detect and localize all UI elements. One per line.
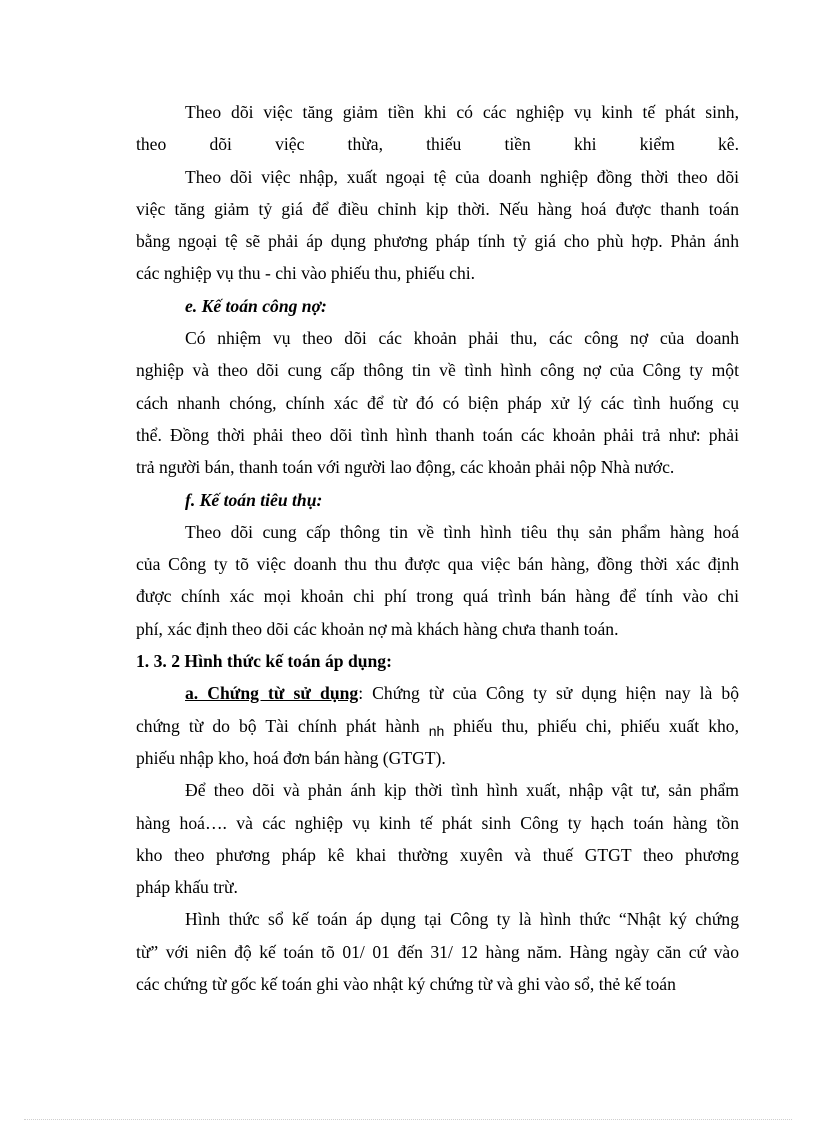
paragraph-line: được chính xác mọi khoản chi phí trong quá trình bán hàng để tính vào chi bbox=[136, 586, 739, 607]
paragraph-line: phiếu nhập kho, hoá đơn bán hàng (GTGT). bbox=[136, 747, 446, 768]
paragraph-line: hàng hoá…. và các nghiệp vụ kinh tế phát sinh Công ty hạch toán hàng tồn bbox=[136, 812, 739, 833]
paragraph-line: thể. Đồng thời phải theo dõi tình hình thanh toán các khoản phải trả như: phải bbox=[136, 424, 739, 445]
paragraph-line: kho theo phương pháp kê khai thường xuyên và thuế GTGT theo phương bbox=[136, 844, 739, 865]
paragraph-line: phí, xác định theo dõi các khoản nợ mà khách hàng chưa thanh toán. bbox=[136, 618, 619, 639]
inline-text: chứng từ do bộ Tài chính phát hành bbox=[136, 715, 420, 736]
paragraph-line bbox=[136, 677, 739, 709]
paragraph-line: các nghiệp vụ thu - chi vào phiếu thu, phiếu chi. bbox=[136, 263, 476, 284]
paragraph-line: bằng ngoại tệ sẽ phải áp dụng phương pháp tính tỷ giá cho phù hợp. Phản ánh bbox=[136, 231, 739, 252]
paragraph-line: Theo dõi việc tăng giảm tiền khi có các nghiệp vụ kinh tế phát sinh, bbox=[185, 102, 739, 122]
paragraph-line: việc tăng giảm tỷ giá để điều chỉnh kịp thời. Nếu hàng hoá được thanh toán bbox=[136, 198, 739, 219]
section-heading: 1. 3. 2 Hình thức kế toán áp dụng: bbox=[136, 651, 392, 672]
paragraph-line: pháp khấu trừ. bbox=[136, 877, 238, 898]
paragraph-line: cách nhanh chóng, chính xác để từ đó có biện pháp xử lý các tình huống cụ bbox=[136, 392, 739, 413]
paragraph-line bbox=[136, 710, 739, 742]
paragraph-line: Theo dõi việc nhập, xuất ngoại tệ của doanh nghiệp đồng thời theo dõi bbox=[185, 166, 739, 187]
paragraph-line: từ” với niên độ kế toán tõ 01/ 01 đến 31/ 12 hàng năm. Hàng ngày căn cứ vào bbox=[136, 941, 739, 962]
paragraph-line: của Công ty tõ việc doanh thu thu được qua việc bán hàng, đồng thời xác định bbox=[136, 554, 739, 575]
document-page bbox=[136, 96, 739, 1000]
stray-text: nh bbox=[428, 722, 445, 739]
paragraph-line: Theo dõi cung cấp thông tin về tình hình tiêu thụ sản phẩm hàng hoá bbox=[185, 521, 739, 542]
paragraph-line: nghiệp và theo dõi cung cấp thông tin về tình hình công nợ của Công ty một bbox=[136, 360, 739, 381]
paragraph-line: Hình thức sổ kế toán áp dụng tại Công ty là hình thức “Nhật ký chứng bbox=[185, 909, 739, 930]
paragraph-line: trả người bán, thanh toán với người lao động, các khoản phải nộp Nhà nước. bbox=[136, 457, 675, 478]
paragraph-line: các chứng từ gốc kế toán ghi vào nhật ký chứng từ và ghi vào sổ, thẻ kế toán bbox=[136, 974, 676, 995]
paragraph-line: Để theo dõi và phản ánh kịp thời tình hình xuất, nhập vật tư, sản phẩm bbox=[185, 780, 739, 801]
paragraph-line: Có nhiệm vụ theo dõi các khoản phải thu, các công nợ của doanh bbox=[185, 328, 739, 349]
paragraph-line: theo dõi việc thừa, thiếu tiền khi kiểm kê. bbox=[136, 134, 739, 155]
inline-label: a. Chứng từ sử dụng bbox=[185, 683, 359, 704]
page-bottom-divider bbox=[24, 1119, 792, 1120]
subheading-e: e. Kế toán công nợ: bbox=[185, 295, 327, 316]
inline-text: phiếu thu, phiếu chi, phiếu xuất kho, bbox=[453, 715, 739, 736]
subheading-f: f. Kế toán tiêu thụ: bbox=[185, 489, 323, 510]
inline-text: : Chứng từ của Công ty sử dụng hiện nay là bộ bbox=[358, 683, 739, 704]
